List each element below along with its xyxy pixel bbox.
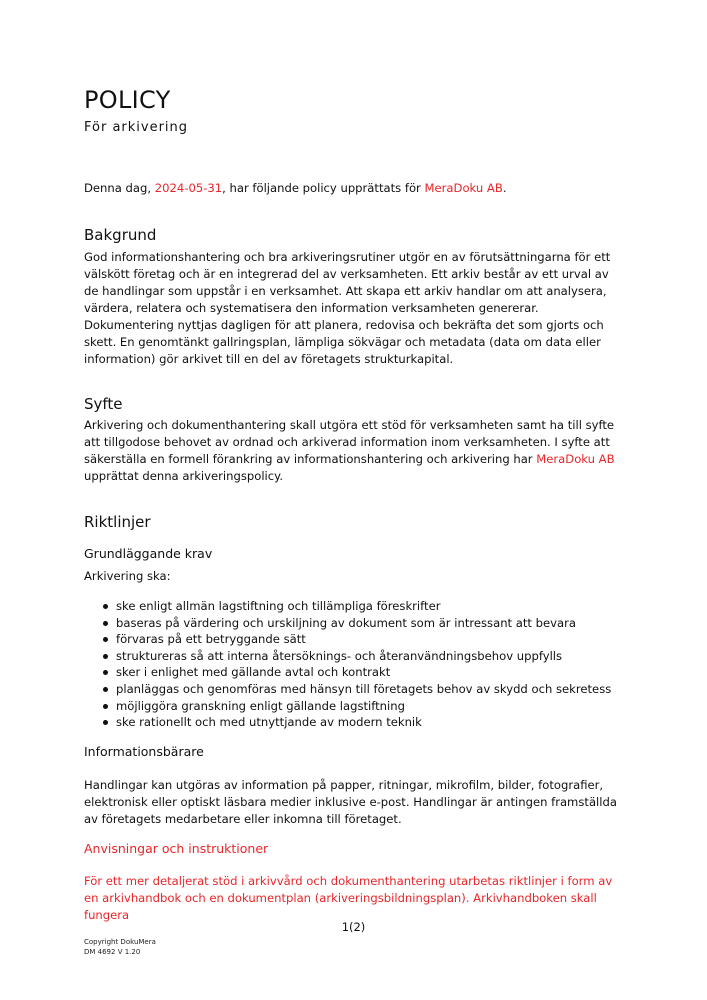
syfte-company: MeraDoku AB [536, 452, 615, 466]
bullet-icon [103, 720, 108, 725]
heading-grundlaggande-krav: Grundläggande krav [84, 546, 213, 561]
list-item [84, 615, 624, 632]
list-item-text: ske enligt allmän lagstiftning och tillämpliga föreskrifter [116, 599, 441, 613]
page-title: POLICY [84, 86, 171, 114]
heading-syfte: Syfte [84, 395, 123, 413]
list-item-text: planläggas och genomföras med hänsyn till företagets behov av skydd och sekretess [116, 681, 612, 696]
list-item-text: ske rationellt och med utnyttjande av modern teknik [116, 715, 422, 730]
intro-company: MeraDoku AB [424, 181, 503, 195]
intro-suffix: . [502, 181, 507, 195]
list-item-text: baseras på värdering och urskiljning av dokument som är intressant att bevara [116, 615, 576, 630]
list-item [84, 598, 624, 615]
heading-informationsbarare: Informationsbärare [84, 744, 204, 759]
page-number: 1(2) [341, 920, 366, 934]
heading-anvisningar: Anvisningar och instruktioner [84, 841, 269, 856]
list-item-text: möjliggöra granskning enligt gällande lagstiftning [116, 698, 405, 713]
bullet-icon [103, 621, 108, 626]
requirements-list [84, 598, 624, 731]
list-item [84, 714, 624, 731]
list-item-text: förvaras på ett betryggande sätt [116, 632, 306, 647]
intro-date: 2024-05-31 [154, 181, 223, 195]
bullet-icon [103, 604, 108, 609]
bullet-icon [103, 637, 108, 642]
anvisningar-paragraph: För ett mer detaljerat stöd i arkivvård och dokumenthantering utarbetas riktlinjer i form av en arkivhandbok och en dokumentplan (arkiveringsbildningsplan). Arkivhandboken skall fungera [84, 874, 613, 922]
list-item [84, 698, 624, 715]
intro-paragraph [84, 180, 624, 197]
syfte-paragraph [84, 417, 624, 485]
heading-riktlinjer: Riktlinjer [84, 513, 151, 531]
intro-middle: , har följande policy upprättats för [222, 181, 425, 195]
list-item-text: sker i enlighet med gällande avtal och kontrakt [116, 665, 391, 680]
bullet-icon [103, 670, 108, 675]
heading-bakgrund: Bakgrund [84, 226, 157, 244]
intro-prefix: Denna dag, [84, 181, 155, 195]
bullet-icon [103, 704, 108, 709]
list-item [84, 664, 624, 681]
list-item [84, 631, 624, 648]
grund-lead: Arkivering ska: [84, 569, 171, 583]
page-subtitle: För arkivering [84, 120, 189, 135]
informationsbarare-paragraph: Handlingar kan utgöras av information på papper, ritningar, mikrofilm, bilder, fotografier, elektronisk eller optiskt läsbara medier inklusive e-post. Handlingar är antingen framställda av företagets medarbetare eller inkomna till företaget. [84, 778, 617, 826]
syfte-text-after: upprättat denna arkiveringspolicy. [84, 469, 284, 483]
page-footer [84, 937, 156, 957]
bakgrund-paragraph: God informationshantering och bra arkiveringsrutiner utgör en av förutsättningarna för ett välskött företag och är en integrerad del av verksamheten. Ett arkiv består av ett urval av de handlingar som uppstår i en verksamhet. Att skapa ett arkiv handlar om att analysera, värdera, relatera och systematisera den information verksamheten genererar. Dokumentering nyttjas dagligen för att planera, redovisa och bekräfta det som gjorts och skett. En genomtänkt gallringsplan, lämpliga sökvägar och metadata (data om data eller information) gör arkivet till en del av företagets strukturkapital. [84, 250, 611, 366]
list-item [84, 648, 624, 665]
bullet-icon [103, 687, 108, 692]
footer-copyright: Copyright DokuMera [84, 938, 156, 946]
list-item-text: struktureras så att interna återsöknings- och återanvändningsbehov uppfylls [116, 648, 563, 663]
list-item [84, 681, 624, 698]
footer-doc-id: DM 4692 V 1.20 [84, 948, 141, 956]
bullet-icon [103, 654, 108, 659]
syfte-text-before: Arkivering och dokumenthantering skall utgöra ett stöd för verksamheten samt ha till syfte att tillgodose behovet av ordnad och arkiverad information inom verksamheten. I syfte att säkerställa en formell förankring av informationshantering och arkivering har [84, 418, 615, 466]
